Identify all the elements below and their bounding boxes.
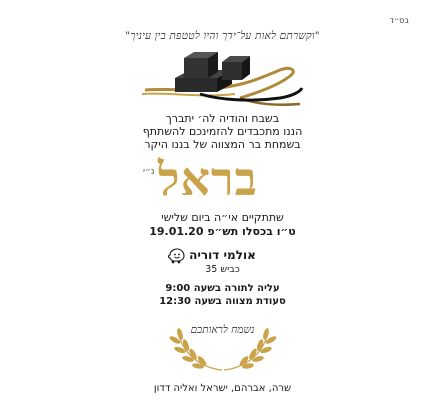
- family-names: שרה, אברהם, ישראל ואליה דדון: [153, 383, 292, 394]
- verse-quote: "וקשרתם לאות על־ידך והיו לטטפת בין עיניך": [125, 30, 320, 42]
- tefillin-illustration: [140, 48, 305, 110]
- name-suffix: נ״י: [143, 167, 155, 177]
- schedule-torah: עליה לתורה בשעה 9:00: [165, 283, 280, 294]
- waze-icon[interactable]: [167, 248, 185, 264]
- bsd-header: בס״ד: [389, 16, 409, 25]
- wreath-text: נשמח לראותכם: [190, 324, 255, 336]
- schedule-meal: סעודת מצווה בשעה 12:30: [159, 296, 286, 307]
- boy-name: בראל: [158, 152, 258, 206]
- laurel-wreath-icon: [158, 312, 288, 374]
- venue-hall: אולמי דוריה: [189, 248, 256, 262]
- event-date: ט״ו בכסלו תש״פ 19.01.20: [149, 225, 296, 238]
- invitation-line-2: הננו מתכבדים להזמינכם להשתתף: [142, 125, 303, 138]
- venue-street: כביש 35: [205, 264, 240, 275]
- event-day: שתתקיים אי״ה ביום שלישי: [161, 211, 284, 224]
- invitation-line-1: בשבח והודיה לה׳ יתברך: [165, 112, 280, 125]
- invitation-line-3: בשמחת בר המצווה של בננו היקר: [144, 138, 301, 151]
